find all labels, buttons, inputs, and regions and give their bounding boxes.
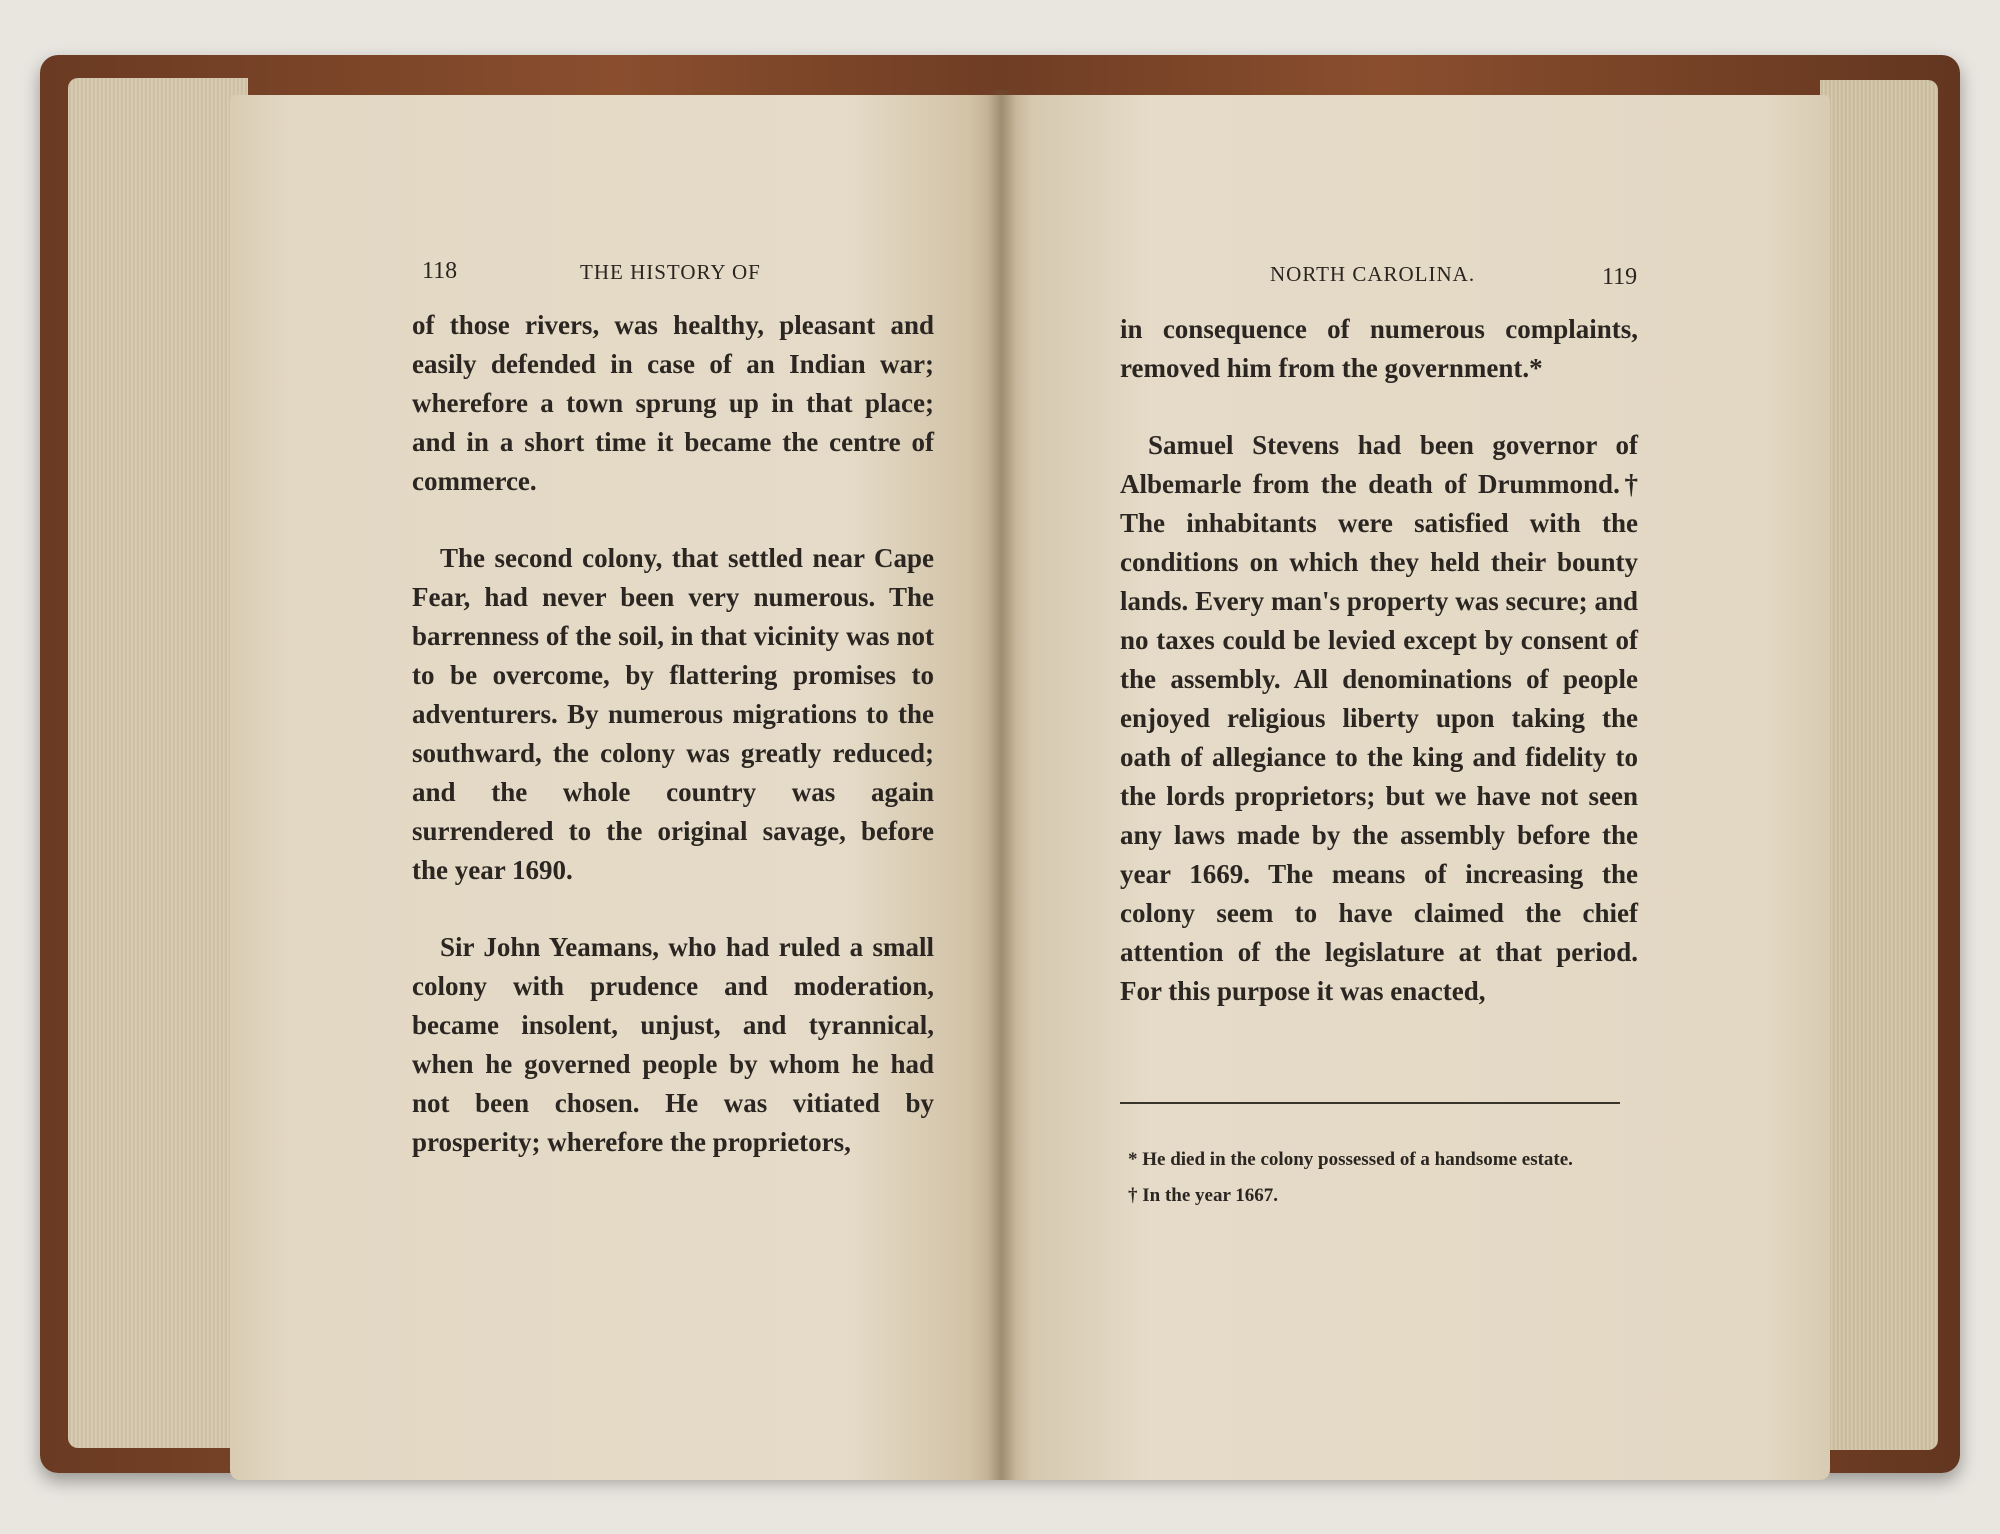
footnotes xyxy=(1128,1142,1648,1214)
right-paragraph-2: Samuel Stevens had been governor of Albemarle from the death of Drummond.† The inhabitants were satisfied with the conditions on which they held their bounty lands. Every man's property was secure; and no taxes could be levied except by consent of the assembly. All denominations of people enjoyed religious liberty upon taking the oath of allegiance to the king and fidelity to the lords proprietors; but we have not seen any laws made by the assembly before the year 1669. The means of increasing the colony seem to have claimed the chief attention of the legislature at that period. For this purpose it was enacted, xyxy=(1120,430,1638,1006)
left-page-text xyxy=(412,306,934,1162)
left-running-head: THE HISTORY OF xyxy=(580,260,761,284)
footnote-rule xyxy=(1120,1102,1620,1104)
right-page-number: 119 xyxy=(1602,264,1638,290)
footnote-1: * He died in the colony possessed of a handsome estate. xyxy=(1128,1149,1573,1170)
footnote-2: † In the year 1667. xyxy=(1128,1185,1279,1206)
book-gutter xyxy=(988,90,1016,1480)
page-edges-right xyxy=(1820,80,1938,1450)
left-page-number: 118 xyxy=(422,258,458,284)
left-paragraph-3: Sir John Yeamans, who had ruled a small colony with prudence and moderation, became insolent, unjust, and tyrannical, when he governed people by whom he had not been chosen. He was vitiated by prosperity; wherefore the proprietors, xyxy=(412,932,934,1157)
right-paragraph-1: in consequence of numerous complaints, removed him from the government.* xyxy=(1120,314,1638,383)
right-running-head: NORTH CAROLINA. xyxy=(1270,262,1476,286)
left-paragraph-2: The second colony, that settled near Cape Fear, had never been very numerous. The barrenness of the soil, in that vicinity was not to be overcome, by flattering promises to adventurers. By numerous migrations to the southward, the colony was greatly reduced; and the whole country was again surrendered to the original savage, before the year 1690. xyxy=(412,543,934,885)
page-edges-left xyxy=(68,78,248,1448)
left-paragraph-1: of those rivers, was healthy, pleasant and easily defended in case of an Indian war; wherefore a town sprung up in that place; and in a short time it became the centre of commerce. xyxy=(412,310,934,496)
right-page-text xyxy=(1120,310,1638,1011)
